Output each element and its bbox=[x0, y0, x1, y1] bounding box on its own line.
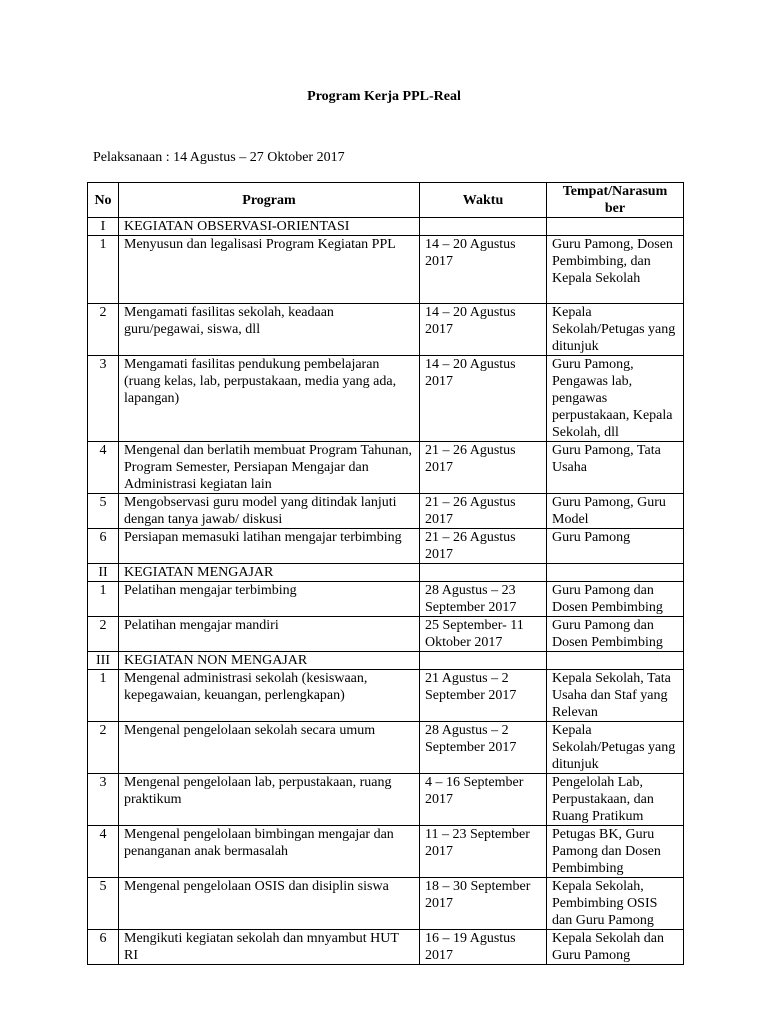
empty-cell bbox=[420, 218, 547, 236]
section-header-row bbox=[88, 564, 684, 582]
waktu-cell: 16 – 19 Agustus 2017 bbox=[420, 930, 547, 965]
waktu-cell: 28 Agustus – 2 September 2017 bbox=[420, 722, 547, 774]
header-program: Program bbox=[119, 183, 420, 218]
row-number: 2 bbox=[88, 617, 119, 652]
waktu-cell: 28 Agustus – 23 September 2017 bbox=[420, 582, 547, 617]
table-row bbox=[88, 494, 684, 529]
row-number: 6 bbox=[88, 930, 119, 965]
program-cell: Pelatihan mengajar terbimbing bbox=[119, 582, 420, 617]
table-row bbox=[88, 442, 684, 494]
empty-cell bbox=[547, 564, 684, 582]
waktu-cell: 4 – 16 September 2017 bbox=[420, 774, 547, 826]
header-tempat: Tempat/Narasum ber bbox=[547, 183, 684, 218]
header-no: No bbox=[88, 183, 119, 218]
tempat-cell: Guru Pamong, Pengawas lab, pengawas perpustakaan, Kepala Sekolah, dll bbox=[547, 356, 684, 442]
tempat-cell: Kepala Sekolah, Tata Usaha dan Staf yang Relevan bbox=[547, 670, 684, 722]
waktu-cell: 25 September- 11 Oktober 2017 bbox=[420, 617, 547, 652]
program-cell: Mengobservasi guru model yang ditindak lanjuti dengan tanya jawab/ diskusi bbox=[119, 494, 420, 529]
tempat-cell: Kepala Sekolah dan Guru Pamong bbox=[547, 930, 684, 965]
waktu-cell: 14 – 20 Agustus 2017 bbox=[420, 356, 547, 442]
table-row bbox=[88, 304, 684, 356]
waktu-cell: 14 – 20 Agustus 2017 bbox=[420, 304, 547, 356]
program-cell: Mengenal pengelolaan lab, perpustakaan, ruang praktikum bbox=[119, 774, 420, 826]
empty-cell bbox=[420, 564, 547, 582]
waktu-cell: 21 – 26 Agustus 2017 bbox=[420, 494, 547, 529]
tempat-cell: Pengelolah Lab, Perpustakaan, dan Ruang Pratikum bbox=[547, 774, 684, 826]
table-row bbox=[88, 930, 684, 965]
tempat-cell: Kepala Sekolah, Pembimbing OSIS dan Guru Pamong bbox=[547, 878, 684, 930]
section-header-row bbox=[88, 218, 684, 236]
table-row bbox=[88, 356, 684, 442]
tempat-cell: Guru Pamong dan Dosen Pembimbing bbox=[547, 617, 684, 652]
section-number: II bbox=[88, 564, 119, 582]
row-number: 5 bbox=[88, 494, 119, 529]
program-cell: Persiapan memasuki latihan mengajar terbimbing bbox=[119, 529, 420, 564]
table-row bbox=[88, 878, 684, 930]
row-number: 4 bbox=[88, 826, 119, 878]
row-number: 2 bbox=[88, 304, 119, 356]
row-number: 1 bbox=[88, 582, 119, 617]
section-header-row bbox=[88, 652, 684, 670]
row-number: 1 bbox=[88, 670, 119, 722]
row-number: 3 bbox=[88, 356, 119, 442]
waktu-cell: 21 – 26 Agustus 2017 bbox=[420, 529, 547, 564]
row-number: 5 bbox=[88, 878, 119, 930]
empty-cell bbox=[547, 652, 684, 670]
table-row bbox=[88, 722, 684, 774]
empty-cell bbox=[547, 218, 684, 236]
table-row bbox=[88, 826, 684, 878]
tempat-cell: Guru Pamong, Guru Model bbox=[547, 494, 684, 529]
waktu-cell: 21 Agustus – 2 September 2017 bbox=[420, 670, 547, 722]
section-title: KEGIATAN NON MENGAJAR bbox=[119, 652, 420, 670]
table-header-row bbox=[88, 183, 684, 218]
program-cell: Mengenal pengelolaan sekolah secara umum bbox=[119, 722, 420, 774]
program-cell: Mengenal administrasi sekolah (kesiswaan, kepegawaian, keuangan, perlengkapan) bbox=[119, 670, 420, 722]
row-number: 3 bbox=[88, 774, 119, 826]
program-cell: Pelatihan mengajar mandiri bbox=[119, 617, 420, 652]
tempat-cell: Guru Pamong bbox=[547, 529, 684, 564]
waktu-cell: 11 – 23 September 2017 bbox=[420, 826, 547, 878]
table-row bbox=[88, 774, 684, 826]
section-number: I bbox=[88, 218, 119, 236]
program-cell: Mengamati fasilitas pendukung pembelajaran (ruang kelas, lab, perpustakaan, media yang ada, lapangan) bbox=[119, 356, 420, 442]
tempat-cell: Guru Pamong, Tata Usaha bbox=[547, 442, 684, 494]
program-cell: Mengenal dan berlatih membuat Program Tahunan, Program Semester, Persiapan Mengajar dan Administrasi kegiatan lain bbox=[119, 442, 420, 494]
section-title: KEGIATAN OBSERVASI-ORIENTASI bbox=[119, 218, 420, 236]
program-cell: Mengamati fasilitas sekolah, keadaan guru/pegawai, siswa, dll bbox=[119, 304, 420, 356]
implementation-period: Pelaksanaan : 14 Agustus – 27 Oktober 2017 bbox=[93, 150, 345, 165]
empty-cell bbox=[420, 652, 547, 670]
program-cell: Mengenal pengelolaan bimbingan mengajar dan penanganan anak bermasalah bbox=[119, 826, 420, 878]
work-program-table bbox=[87, 182, 684, 965]
tempat-cell: Guru Pamong dan Dosen Pembimbing bbox=[547, 582, 684, 617]
table-row bbox=[88, 236, 684, 304]
tempat-cell: Petugas BK, Guru Pamong dan Dosen Pembimbing bbox=[547, 826, 684, 878]
program-cell: Mengenal pengelolaan OSIS dan disiplin siswa bbox=[119, 878, 420, 930]
row-number: 1 bbox=[88, 236, 119, 304]
row-number: 2 bbox=[88, 722, 119, 774]
section-number: III bbox=[88, 652, 119, 670]
table-row bbox=[88, 670, 684, 722]
header-waktu: Waktu bbox=[420, 183, 547, 218]
waktu-cell: 21 – 26 Agustus 2017 bbox=[420, 442, 547, 494]
row-number: 6 bbox=[88, 529, 119, 564]
tempat-cell: Guru Pamong, Dosen Pembimbing, dan Kepala Sekolah bbox=[547, 236, 684, 304]
row-number: 4 bbox=[88, 442, 119, 494]
waktu-cell: 18 – 30 September 2017 bbox=[420, 878, 547, 930]
program-cell: Mengikuti kegiatan sekolah dan mnyambut HUT RI bbox=[119, 930, 420, 965]
tempat-cell: Kepala Sekolah/Petugas yang ditunjuk bbox=[547, 304, 684, 356]
tempat-cell: Kepala Sekolah/Petugas yang ditunjuk bbox=[547, 722, 684, 774]
section-title: KEGIATAN MENGAJAR bbox=[119, 564, 420, 582]
program-cell: Menyusun dan legalisasi Program Kegiatan PPL bbox=[119, 236, 420, 304]
table-row bbox=[88, 617, 684, 652]
table-row bbox=[88, 529, 684, 564]
document-title: Program Kerja PPL-Real bbox=[307, 89, 461, 104]
table-row bbox=[88, 582, 684, 617]
waktu-cell: 14 – 20 Agustus 2017 bbox=[420, 236, 547, 304]
